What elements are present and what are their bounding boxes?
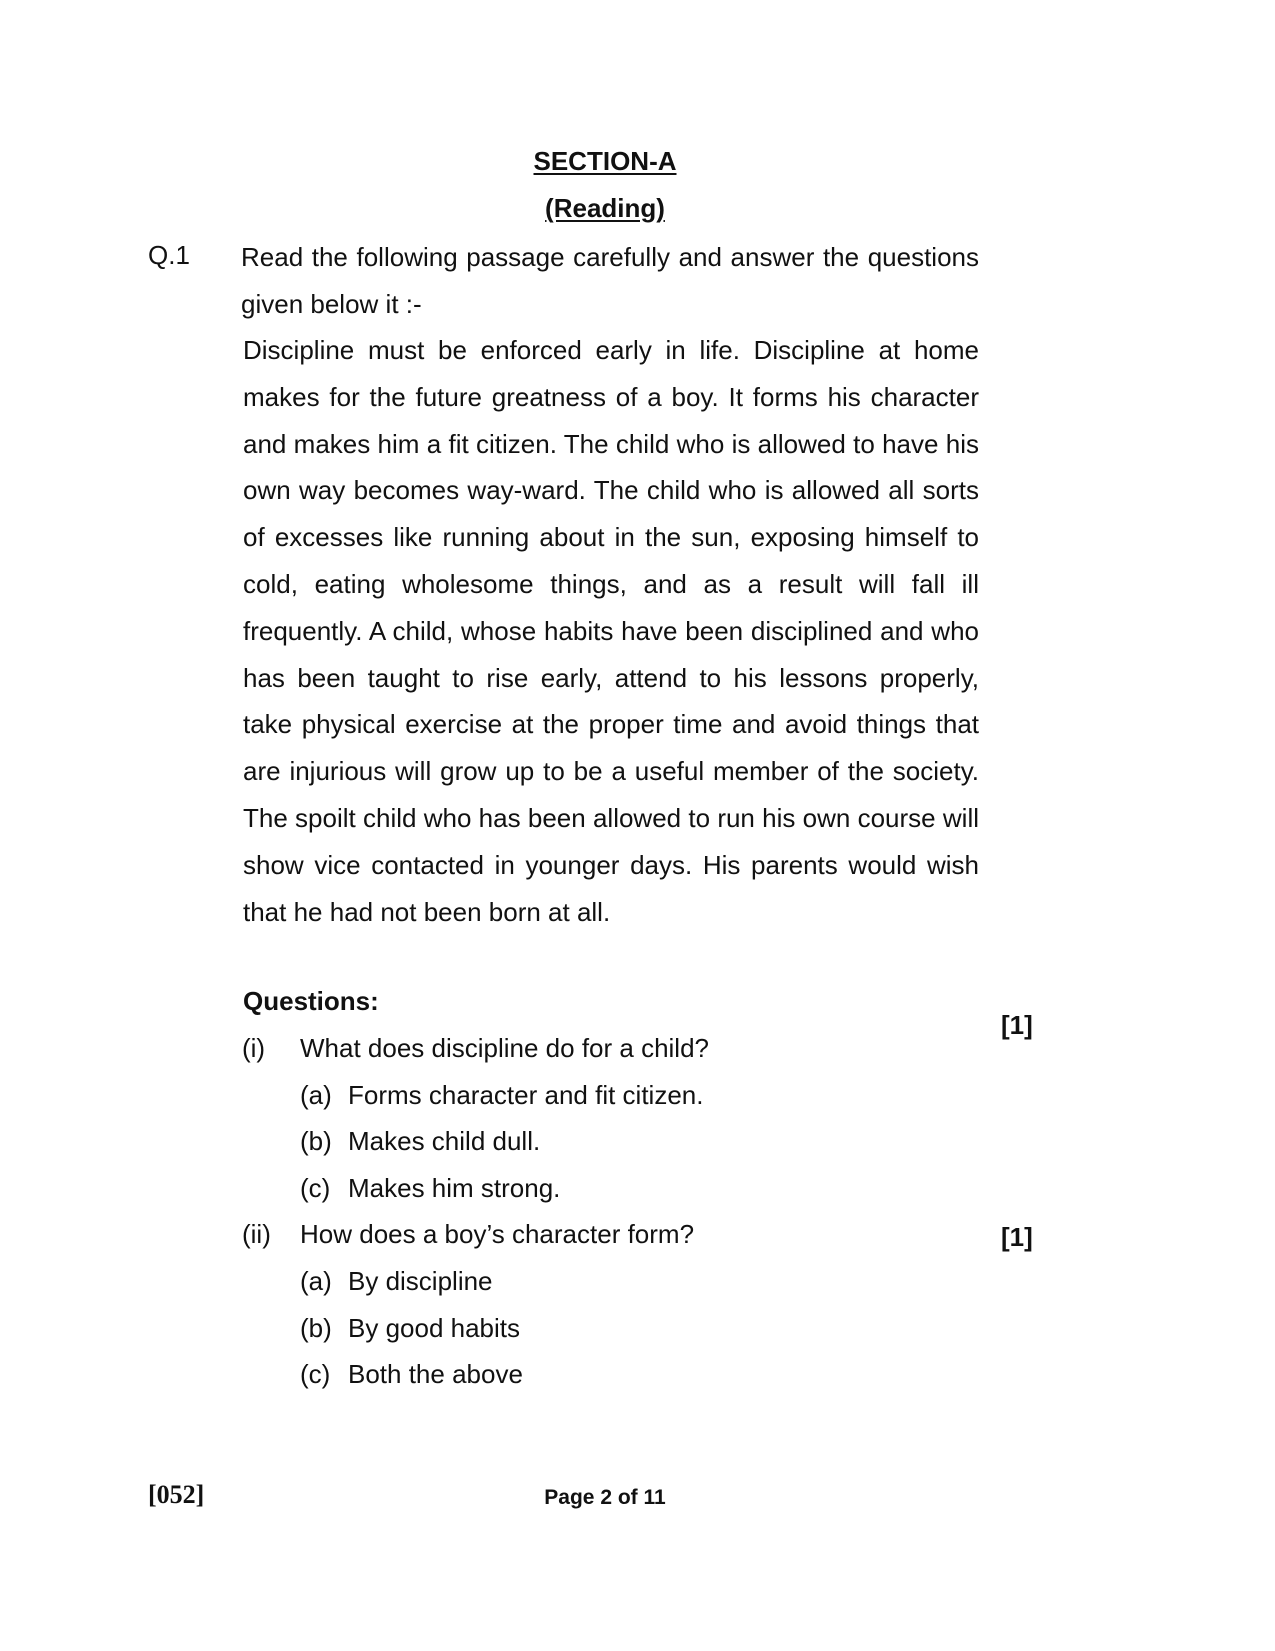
option-item: [300, 1173, 560, 1204]
page-number: Page 2 of 11: [544, 1486, 666, 1509]
question-instruction: Read the following passage carefully and answer the questions given below it :-: [241, 242, 979, 319]
sub-question-number: (ii): [242, 1219, 271, 1249]
paper-code: [052]: [148, 1480, 205, 1509]
option-text: Makes child dull.: [348, 1126, 541, 1156]
option-text: By discipline: [348, 1266, 493, 1296]
option-label: (c): [300, 1359, 331, 1389]
option-text: By good habits: [348, 1313, 521, 1343]
option-text: Forms character and fit citizen.: [348, 1080, 704, 1110]
option-item: [300, 1126, 540, 1157]
option-label: (c): [300, 1173, 331, 1203]
question-number: Q.1: [148, 240, 190, 270]
section-subtitle: (Reading): [545, 193, 665, 223]
marks-label: [1]: [1001, 1010, 1033, 1040]
option-label: (a): [300, 1080, 332, 1110]
option-label: (b): [300, 1313, 332, 1343]
questions-heading: Questions:: [243, 986, 379, 1016]
option-text: Makes him strong.: [348, 1173, 561, 1203]
section-title: SECTION-A: [533, 146, 677, 176]
option-label: (a): [300, 1266, 332, 1296]
sub-question-text: How does a boy’s character form?: [300, 1219, 695, 1249]
option-item: [300, 1080, 703, 1111]
option-item: [300, 1266, 493, 1297]
option-text: Both the above: [348, 1359, 523, 1389]
reading-passage: Discipline must be enforced early in life. Discipline at home makes for the future greatness of a boy. It forms his character and makes him a fit citizen. The child who is allowed to have his own way becomes way-ward. The child who is allowed all sorts of excesses like running about in the sun, exposing himself to cold, eating wholesome things, and as a result will fall ill frequently. A child, whose habits have been disciplined and who has been taught to rise early, attend to his lessons properly, take physical exercise at the proper time and avoid things that are injurious will grow up to be a useful member of the society. The spoilt child who has been allowed to run his own course will show vice contacted in younger days. His parents would wish that he had not been born at all.: [243, 335, 979, 927]
sub-question-text: What does discipline do for a child?: [300, 1033, 710, 1063]
option-item: [300, 1359, 523, 1390]
option-item: [300, 1313, 520, 1344]
option-label: (b): [300, 1126, 332, 1156]
marks-label: [1]: [1001, 1222, 1033, 1252]
sub-question-number: (i): [242, 1033, 266, 1063]
